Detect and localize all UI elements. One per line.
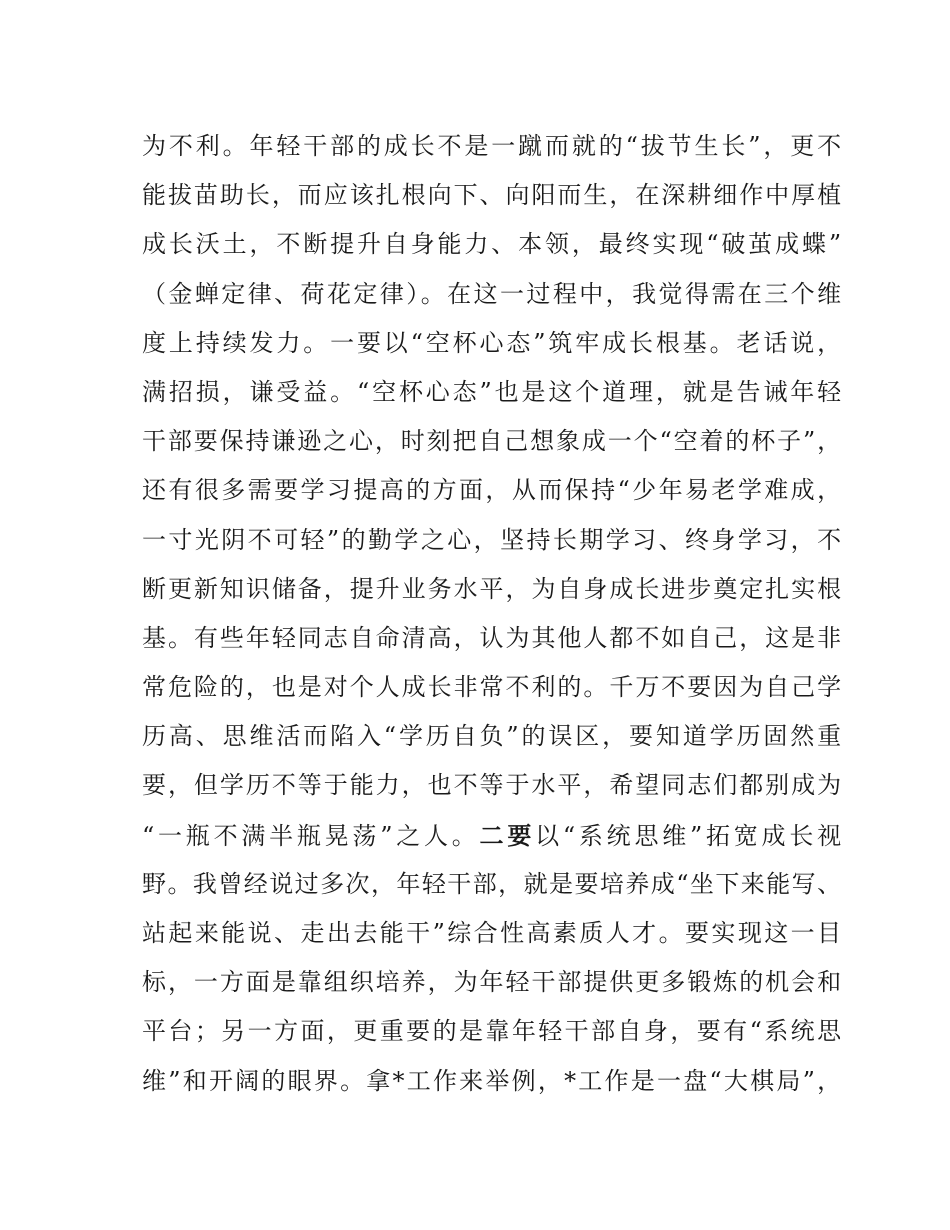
text-line: 野。我曾经说过多次，年轻干部，就是要培养成“坐下来能写、 — [142, 869, 842, 898]
text-line: 平台；另一方面，更重要的是靠年轻干部自身，要有“系统思 — [142, 1017, 842, 1046]
text-line: 断更新知识储备，提升业务水平，为自身成长进步奠定扎实根 — [142, 574, 842, 603]
text-line: 能拔苗助长，而应该扎根向下、向阳而生，在深耕细作中厚植 — [142, 181, 842, 210]
text-line: 要，但学历不等于能力，也不等于水平，希望同志们都别成为 — [142, 771, 842, 800]
text-line: 为不利。年轻干部的成长不是一蹴而就的“拔节生长”，更不 — [142, 132, 842, 160]
text-line: 满招损，谦受益。“空杯心态”也是这个道理，就是告诫年轻 — [142, 377, 842, 406]
text-line-emphasis — [142, 811, 842, 860]
text-line: 维”和开阔的眼界。拿*工作来举例，*工作是一盘“大棋局”， — [142, 1066, 842, 1095]
text-line: （金蝉定律、荷花定律）。在这一过程中，我觉得需在三个维 — [142, 279, 842, 308]
emphasis-text: 二要 — [479, 820, 536, 850]
body-text — [142, 122, 842, 1106]
text-line: 干部要保持谦逊之心，时刻把自己想象成一个“空着的杯子”， — [142, 427, 842, 456]
text-line: 标，一方面是靠组织培养，为年轻干部提供更多锻炼的机会和 — [142, 968, 842, 997]
text-line: 常危险的，也是对个人成长非常不利的。千万不要因为自己学 — [142, 673, 842, 702]
text-line: 基。有些年轻同志自命清高，认为其他人都不如自己，这是非 — [142, 623, 842, 652]
text-line: 历高、思维活而陷入“学历自负”的误区，要知道学历固然重 — [142, 722, 842, 751]
text-line: 度上持续发力。一要以“空杯心态”筑牢成长根基。老话说， — [142, 328, 842, 357]
text-segment: 以“系统思维”拓宽成长视 — [535, 821, 842, 850]
text-line: 一寸光阴不可轻”的勤学之心，坚持长期学习、终身学习，不 — [142, 525, 842, 554]
text-segment: “一瓶不满半瓶晃荡”之人。 — [142, 821, 480, 850]
text-line: 成长沃土，不断提升自身能力、本领，最终实现“破茧成蝶” — [142, 230, 842, 259]
text-line: 还有很多需要学习提高的方面，从而保持“少年易老学难成， — [142, 476, 842, 505]
text-line: 站起来能说、走出去能干”综合性高素质人才。要实现这一目 — [142, 919, 842, 947]
